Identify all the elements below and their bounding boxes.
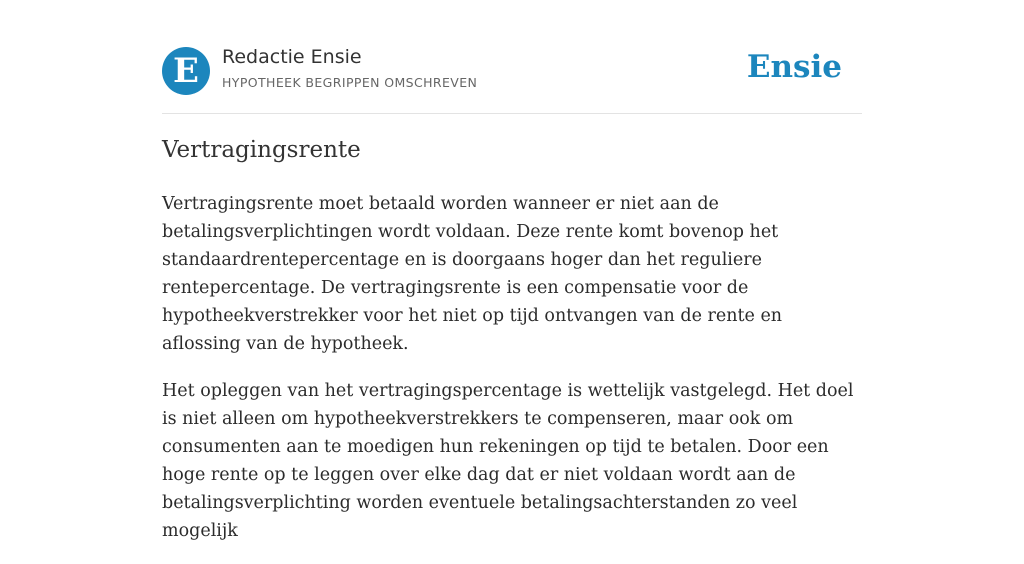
header	[162, 46, 862, 96]
article-title: Vertragingsrente	[162, 137, 361, 163]
dictionary-name[interactable]: HYPOTHEEK BEGRIPPEN OMSCHREVEN	[222, 75, 478, 90]
header-divider	[162, 113, 862, 114]
article-body	[162, 190, 862, 564]
paragraph: Vertragingsrente moet betaald worden wanneer er niet aan de betalingsverplichtingen wordt voldaan. Deze rente komt bovenop het standaardrentepercentage en is doorgaans hoger dan het reguliere rentepercentage. De vertragingsrente is een compensatie voor de hypotheekverstrekker voor het niet op tijd ontvangen van de rente en aflossing van de hypotheek.	[162, 194, 783, 354]
author-name[interactable]: Redactie Ensie	[222, 46, 362, 68]
author-avatar[interactable]: E	[162, 47, 210, 95]
brand-logo[interactable]: Ensie	[746, 49, 842, 85]
paragraph: Het opleggen van het vertragingspercentage is wettelijk vastgelegd. Het doel is niet alleen om hypotheekverstrekkers te compenseren, maar ook om consumenten aan te moedigen hun rekeningen op tijd te betalen. Door een hoge rente op te leggen over elke dag dat er niet voldaan wordt aan de betalingsverplichting worden eventuele betalingsachterstanden zo veel mogelijk	[162, 381, 854, 541]
